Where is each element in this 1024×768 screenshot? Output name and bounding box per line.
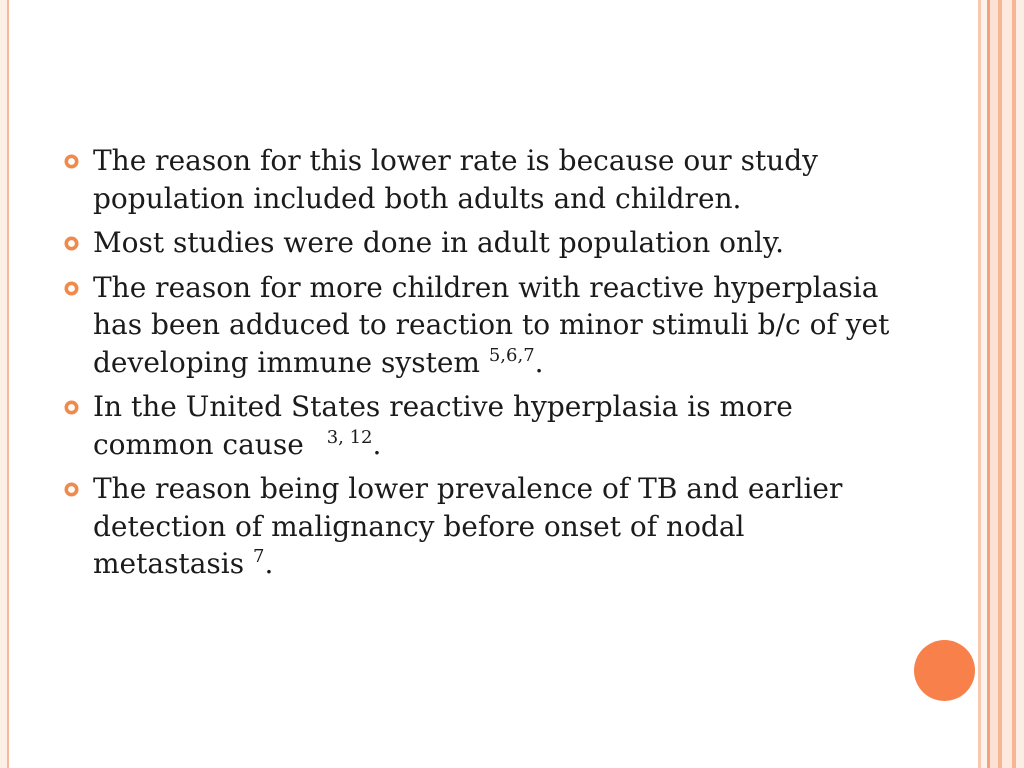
ring-bullet-icon (64, 154, 79, 169)
bullet-item (60, 388, 890, 463)
right-stripe (990, 0, 998, 768)
citation-superscript: 3, 12 (326, 426, 373, 448)
slide-body (60, 142, 890, 590)
ring-bullet-icon (64, 482, 79, 497)
bullet-item (60, 269, 890, 382)
bullet-text: The reason for this lower rate is because our study population included both adults and children. (93, 144, 818, 215)
left-border-strip (0, 0, 7, 768)
bullet-list (60, 142, 890, 583)
ring-bullet-icon (64, 400, 79, 415)
citation-superscript: 7 (252, 546, 265, 567)
bullet-period: . (264, 547, 274, 580)
bullet-text: The reason for more children with reactive hyperplasia has been adduced to reaction to minor stimuli b/c of yet developing immune system (93, 270, 890, 379)
decorative-orange-circle (914, 640, 975, 701)
bullet-item (60, 224, 890, 262)
right-stripe (1016, 0, 1024, 768)
bullet-item (60, 470, 890, 583)
ring-bullet-icon (64, 236, 79, 251)
bullet-period: . (372, 427, 382, 461)
citation-superscript: 5,6,7 (488, 344, 535, 366)
right-stripe (1002, 0, 1012, 768)
bullet-text: Most studies were done in adult population only. (93, 226, 784, 259)
bullet-text: In the United States reactive hyperplasia is more common cause (93, 390, 793, 461)
bullet-item (60, 142, 890, 217)
bullet-text: The reason being lower prevalence of TB and earlier detection of malignancy before onset of nodal metastasis (93, 472, 843, 580)
ring-bullet-icon (64, 281, 79, 296)
left-border-line (7, 0, 9, 768)
bullet-period: . (534, 345, 544, 379)
